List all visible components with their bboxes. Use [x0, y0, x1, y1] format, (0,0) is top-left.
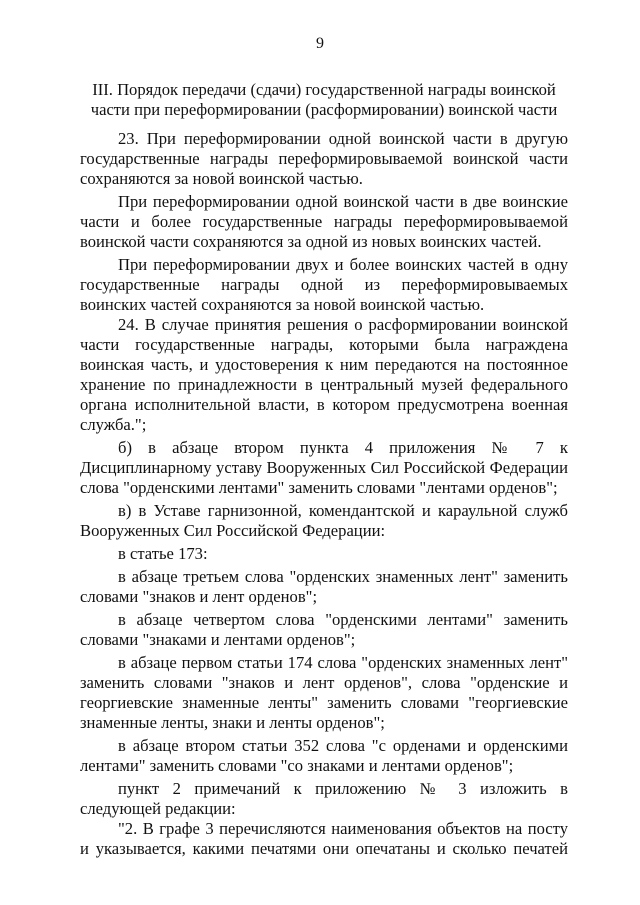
paragraph-third-subparagraph: в абзаце третьем слова "орденских знаменных лент" заменить словами "знаков и лент орденов";	[80, 567, 568, 606]
section-heading-line-1: III. Порядок передачи (сдачи) государственной награды воинской	[92, 80, 556, 99]
document-body	[80, 129, 568, 859]
paragraph-article-174: в абзаце первом статьи 174 слова "орденских знаменных лент" заменить словами "знаков и лент орденов", слова "орденские и георгиевские знаменные ленты" заменить словами "георгиевские знаменные ленты, знаки и ленты орденов";	[80, 653, 568, 732]
paragraph-24: 24. В случае принятия решения о расформировании воинской части государственные награды, которыми была награждена воинская часть, и удостоверения к ним передаются на постоянное хранение по принадлежности в центральный музей федерального органа исполнительной власти, в котором предусмотрена военная служба.";	[80, 315, 568, 434]
section-heading	[80, 80, 568, 120]
paragraph-article-352: в абзаце втором статьи 352 слова "с орденами и орденскими лентами" заменить словами "со знаками и лентами орденов";	[80, 736, 568, 775]
paragraph-quote-2: "2. В графе 3 перечисляются наименования объектов на посту и указывается, какими печатями они опечатаны и сколько печатей	[80, 819, 568, 858]
page-number: 9	[316, 35, 324, 52]
paragraph-article-173: в статье 173:	[118, 544, 208, 563]
paragraph-reform-two-units: При переформировании одной воинской части в две воинские части и более государственные награды переформировываемой воинской части сохраняются за одной из новых воинских частей.	[80, 192, 568, 251]
paragraph-23: 23. При переформировании одной воинской части в другую государственные награды переформировываемой воинской части сохраняются за новой воинской частью.	[80, 129, 568, 188]
paragraph-b: б) в абзаце втором пункта 4 приложения № 7 к Дисциплинарному уставу Вооруженных Сил Российской Федерации слова "орденскими лентами" заменить словами "лентами орденов";	[80, 438, 568, 497]
section-heading-line-2: части при переформировании (расформировании) воинской части	[90, 100, 558, 119]
paragraph-appendix-3: пункт 2 примечаний к приложению № 3 изложить в следующей редакции:	[80, 779, 568, 818]
paragraph-fourth-subparagraph: в абзаце четвертом слова "орденскими лентами" заменить словами "знаками и лентами орденов";	[80, 610, 568, 649]
paragraph-reform-into-one: При переформировании двух и более воинских частей в одну государственные награды одной из переформировываемых воинских частей сохраняются за новой воинской частью.	[80, 255, 568, 314]
paragraph-v: в) в Уставе гарнизонной, комендантской и караульной служб Вооруженных Сил Российской Федерации:	[80, 501, 568, 540]
